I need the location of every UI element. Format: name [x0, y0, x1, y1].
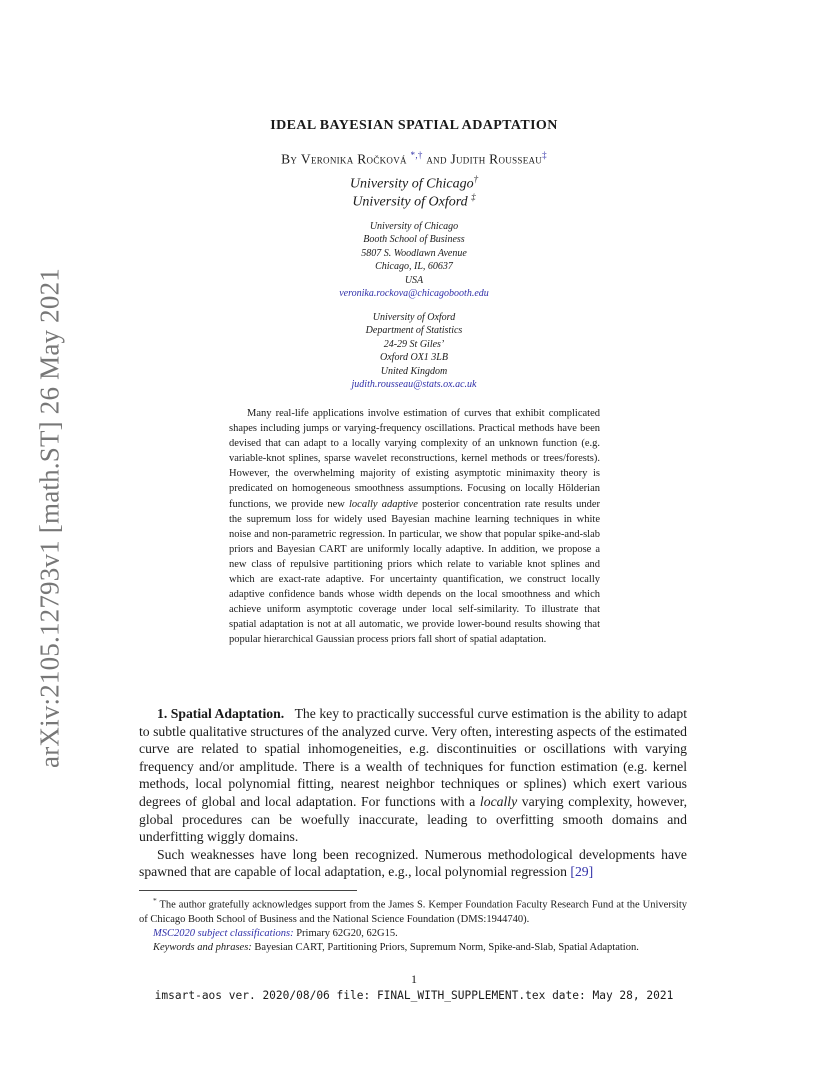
abstract-emphasis: locally adaptive [349, 498, 418, 510]
paragraph-1 [139, 705, 687, 846]
paper-title: IDEAL BAYESIAN SPATIAL ADAPTATION [270, 118, 558, 133]
email-link-2[interactable]: judith.rousseau@stats.ox.ac.uk [351, 379, 477, 391]
address-line: Booth School of Business [363, 234, 465, 246]
footnote-mark: * [153, 896, 157, 905]
abstract-text-1: Many real-life applications involve estimation of curves that exhibit complicated shapes including jumps or varying-frequency oscillations. Practical methods have been devised that can adapt to a locally varying complexity of an unknown function (e.g. variable-knot splines, sparse wavelet reconstructions, kernel methods or trees/forests). However, the overwhelming majority of existing asymptotic minimaxity theory is predicated on homogeneous smoothness assumptions. Focusing on locally Hölderian functions, we provide new [229, 408, 600, 510]
address-line: United Kingdom [380, 365, 448, 377]
section-1-body [139, 705, 687, 881]
msc-classification [139, 927, 687, 941]
abstract-text-2: posterior concentration rate results under the supremum loss for widely used Bayesian machine learning techniques in white noise and non-parametric regression. In particular, we show that popular spike-and-slab priors and Bayesian CART are uniformly locally adaptive. In addition, we propose a new class of repulsive partitioning priors which relate to variable knot splines and which are exact-rate adaptive. For uncertainty quantification, we construct locally adaptive confidence bands whose width depends on the local smoothness and which achieve uniform asymptotic coverage under local self-similarity. To illustrate that spatial adaptation is not at all automatic, we provide lower-bound results showing that popular hierarchical Gaussian process priors fall short of spatial adaptation. [229, 498, 601, 646]
affiliation-2-name: University of Oxford [352, 194, 468, 210]
paragraph-2 [139, 846, 687, 881]
abstract [229, 406, 600, 648]
footnote-divider [139, 890, 357, 891]
email-link-1[interactable]: veronika.rockova@chicagobooth.edu [339, 288, 489, 300]
affiliation-1-mark: † [473, 174, 479, 184]
address-line: USA [404, 274, 424, 286]
arxiv-identifier: arXiv:2105.12793v1 [math.ST] 26 May 2021 [34, 268, 65, 768]
author-1-name: Veronika Ročková [300, 151, 407, 167]
affiliation-2-mark: ‡ [471, 192, 476, 202]
keywords-text: Bayesian CART, Partitioning Priors, Supremum Norm, Spike-and-Slab, Spatial Adaptation. [251, 941, 639, 953]
running-footer: imsart-aos ver. 2020/08/06 file: FINAL_WITH_SUPPLEMENT.tex date: May 28, 2021 [154, 989, 674, 1002]
acknowledgement-text: The author gratefully acknowledges support from the James S. Kemper Foundation Faculty Research Fund at the University of Chicago Booth School of Business and the National Science Foundation (DMS:1944740). [139, 899, 687, 925]
address-line: University of Chicago [369, 221, 459, 232]
footnotes [139, 894, 687, 955]
paragraph-1-emphasis: locally [479, 793, 518, 809]
author-1-marks: *,† [410, 150, 423, 160]
address-line: 24-29 St Giles’ [383, 338, 445, 350]
section-heading: 1. Spatial Adaptation. [157, 706, 285, 721]
paragraph-2-text: Such weaknesses have long been recognized. Numerous methodological developments have spawned that are capable of local adaptation, e.g., local polynomial regression [139, 846, 687, 880]
by-word: By [281, 151, 298, 167]
address-line: Department of Statistics [365, 325, 463, 337]
address-line: University of Oxford [372, 312, 456, 323]
affiliation-2 [0, 192, 828, 211]
page-number: 1 [411, 972, 417, 986]
address-block-2 [0, 311, 828, 391]
address-block-1 [0, 220, 828, 300]
address-line: 5807 S. Woodlawn Avenue [361, 247, 467, 259]
affiliation-1-name: University of Chicago [349, 176, 474, 192]
acknowledgement-footnote [139, 894, 687, 927]
address-line: Oxford OX1 3LB [380, 352, 448, 364]
and-word: and [426, 151, 447, 167]
author-2-marks: ‡ [542, 150, 547, 160]
address-line: Chicago, IL, 60637 [375, 261, 453, 273]
paragraph-1-text-a: The key to practically successful curve estimation is the ability to adapt to subtle qualitative structures of the analyzed curve. Very often, interesting aspects of the estimated curve are related to spatial inhomogeneities, e.g. discontinuities or oscillations with varying frequency and/or amplitude. There is a wealth of techniques for function estimation (e.g. kernel methods, local polynomial fitting, nearest neighbor techniques or splines) which exert various degrees of global and local adaptation. For functions with a [139, 706, 688, 809]
paragraph-1-text-b: varying complexity, however, global procedures can be woefully inaccurate, leading to overfitting smooth domains and underfitting wiggly domains. [139, 793, 687, 845]
author-2-name: Judith Rousseau [450, 151, 543, 167]
author-line [0, 150, 828, 168]
msc-codes: Primary 62G20, 62G15. [293, 927, 398, 939]
citation-link[interactable]: [29] [570, 864, 594, 880]
msc-label-link[interactable]: MSC2020 subject classifications: [153, 927, 294, 939]
keywords [139, 941, 687, 955]
affiliation-1 [0, 174, 828, 193]
keywords-label: Keywords and phrases: [153, 941, 252, 953]
